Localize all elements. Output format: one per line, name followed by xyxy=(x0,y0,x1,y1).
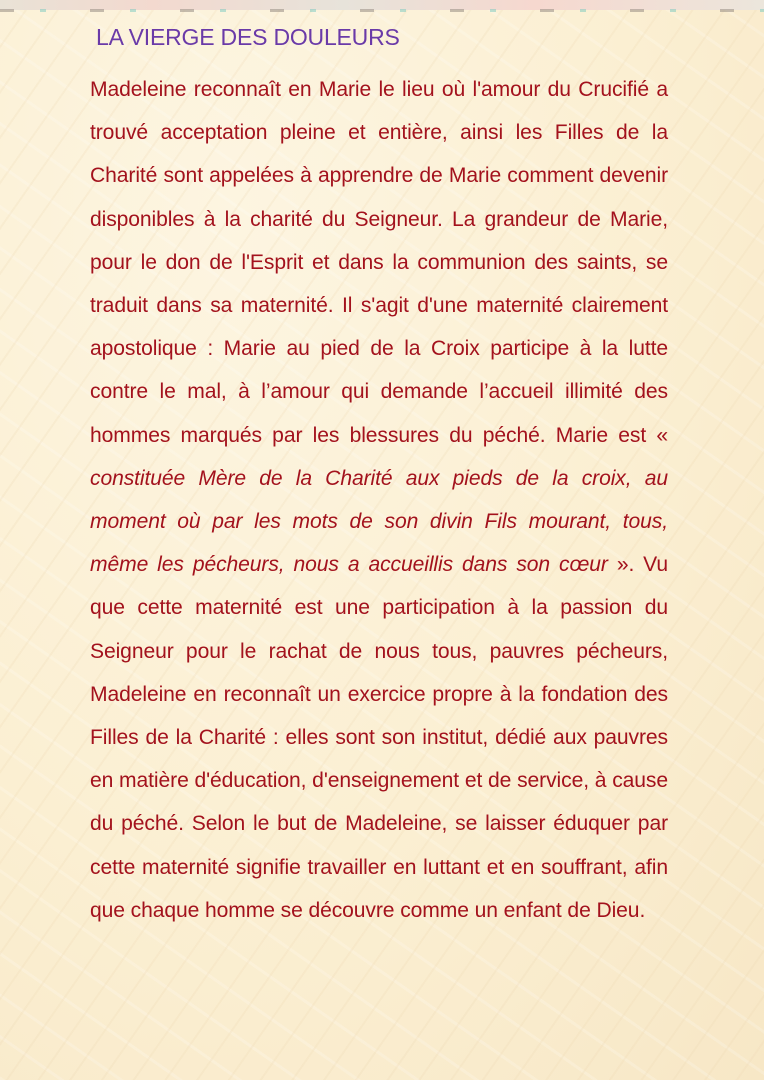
body-paragraph xyxy=(90,68,668,932)
page-title: LA VIERGE DES DOULEURS xyxy=(96,24,400,50)
paragraph-part-1: Madeleine reconnaît en Marie le lieu où l'amour du Crucifié a trouvé acceptation pleine et entière, ainsi les Filles de la Charité sont appelées à apprendre de Marie comment devenir disponibles à la charité du Seigneur. La grandeur de Marie, pour le don de l'Esprit et dans la communion des saints, se traduit dans sa maternité. Il s'agit d'une maternité clairement apostolique : Marie au pied de la Croix participe à la lutte contre le mal, à l’amour qui demande l’accueil illimité des hommes marqués par les blessures du péché. Marie est « xyxy=(90,78,668,447)
paragraph-part-2: ». Vu que cette maternité est une participation à la passion du Seigneur pour le rachat de nous tous, pauvres pécheurs, Madeleine en reconnaît un exercice propre à la fondation des Filles de la Charité : elles sont son institut, dédié aux pauvres en matière d'éducation, d'enseignement et de service, à cause du péché. Selon le but de Madeleine, se laisser éduquer par cette maternité signifie travailler en luttant et en souffrant, afin que chaque homme se découvre comme un enfant de Dieu. xyxy=(90,553,668,922)
italic-quote: constituée Mère de la Charité aux pieds de la croix, au moment où par les mots de son divin Fils mourant, tous, même les pécheurs, nous a accueillis dans son cœur xyxy=(90,466,668,577)
top-edge-decoration xyxy=(0,0,764,10)
